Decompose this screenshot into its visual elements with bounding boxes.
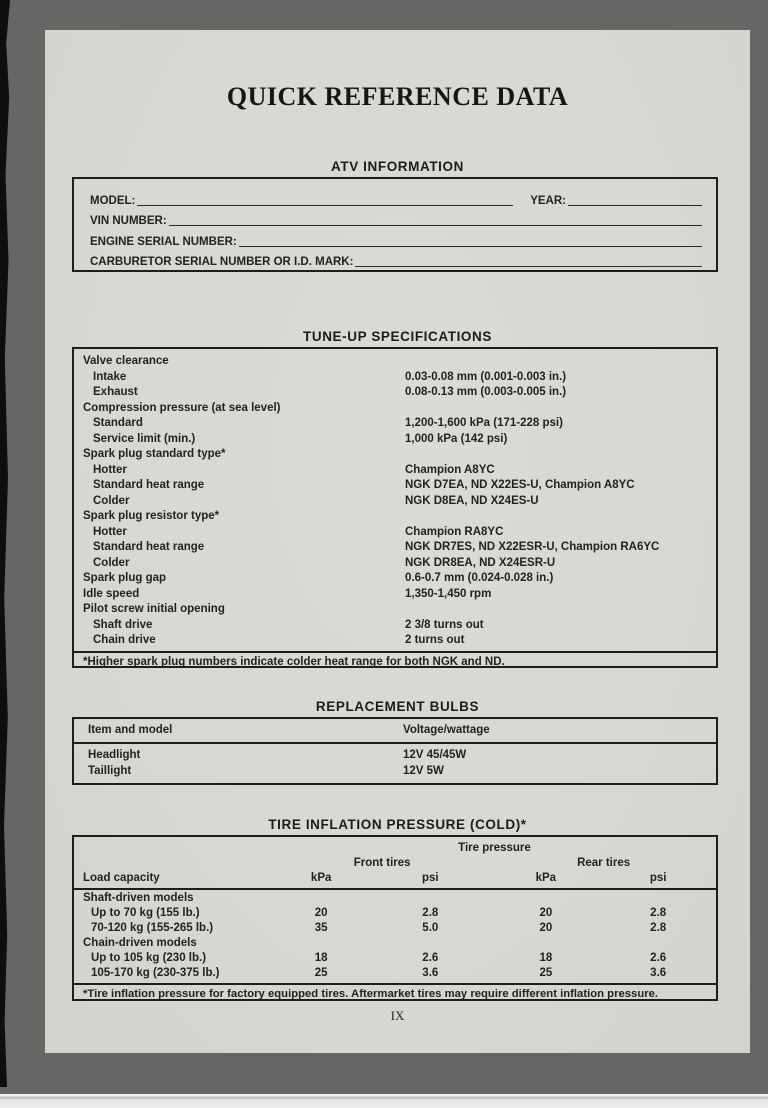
spec-label: Spark plug gap bbox=[83, 572, 167, 584]
row-label: 70-120 kg (155-265 lb.) bbox=[91, 922, 214, 934]
spec-row bbox=[74, 447, 716, 463]
spec-label: Compression pressure (at sea level) bbox=[83, 401, 281, 414]
spec-label: Exhaust bbox=[93, 386, 138, 398]
tire-pressure-label: Tire pressure bbox=[458, 842, 531, 854]
spec-value bbox=[405, 354, 716, 370]
tuneup-heading: TUNE-UP SPECIFICATIONS bbox=[303, 329, 492, 344]
tires-box bbox=[72, 835, 718, 1001]
table-row: Up to 105 kg (230 lb.) 18 2.6 18 2.6 bbox=[74, 951, 716, 966]
table-row: Up to 70 kg (155 lb.) 20 2.8 20 2.8 bbox=[74, 906, 716, 921]
model-year-row bbox=[90, 187, 702, 208]
spec-label: Standard heat range bbox=[93, 479, 205, 491]
spec-value bbox=[405, 447, 716, 463]
rear-kpa-label: kPa bbox=[535, 872, 557, 884]
spec-value bbox=[405, 509, 716, 525]
load-capacity-label: Load capacity bbox=[83, 872, 160, 884]
spec-row bbox=[74, 416, 716, 432]
spec-label: Standard heat range bbox=[93, 541, 205, 553]
bulb-value: 12V 45/45W bbox=[403, 749, 467, 761]
spec-value: 1,000 kPa (142 psi) bbox=[405, 432, 508, 445]
spec-row bbox=[74, 354, 716, 370]
vin-blank-line bbox=[169, 225, 702, 226]
model-label: MODEL: bbox=[90, 194, 136, 207]
spec-row bbox=[74, 385, 716, 401]
tires-table-header bbox=[74, 837, 716, 890]
table-surface-edge bbox=[0, 1094, 768, 1108]
spec-row bbox=[74, 478, 716, 494]
manual-page bbox=[45, 30, 750, 1053]
model-blank-line bbox=[137, 205, 513, 206]
spec-row bbox=[74, 602, 716, 618]
spec-value: 1,350-1,450 rpm bbox=[405, 587, 492, 600]
bulbs-col-item: Item and model bbox=[88, 724, 173, 736]
units-header-row bbox=[74, 871, 716, 886]
atv-info-heading: ATV INFORMATION bbox=[331, 159, 464, 174]
spec-value: NGK D8EA, ND X24ES-U bbox=[405, 494, 539, 507]
spec-label: Colder bbox=[93, 494, 130, 507]
spec-row bbox=[74, 463, 716, 479]
engine-serial-blank-line bbox=[239, 246, 702, 247]
spec-value: NGK DR7ES, ND X22ESR-U, Champion RA6YC bbox=[405, 541, 660, 553]
binding-edge bbox=[0, 0, 10, 1087]
tire-pressure-header-row bbox=[74, 841, 716, 856]
spec-row bbox=[74, 556, 716, 572]
bulbs-col-voltage: Voltage/wattage bbox=[403, 724, 490, 736]
spec-value: 0.03-0.08 mm (0.001-0.003 in.) bbox=[405, 370, 567, 383]
table-row: 70-120 kg (155-265 lb.) 35 5.0 20 2.8 bbox=[74, 921, 716, 936]
year-label: YEAR: bbox=[530, 194, 566, 207]
bulb-item: Taillight bbox=[88, 764, 132, 777]
spec-label: Pilot screw initial opening bbox=[83, 603, 225, 615]
spec-value: 2 3/8 turns out bbox=[405, 618, 484, 631]
spec-label: Hotter bbox=[93, 463, 127, 476]
tuneup-box bbox=[72, 347, 718, 668]
row-label: Up to 105 kg (230 lb.) bbox=[91, 952, 207, 964]
row-label: Up to 70 kg (155 lb.) bbox=[91, 907, 200, 919]
year-blank-line bbox=[568, 205, 702, 206]
spec-row bbox=[74, 618, 716, 634]
spec-label: Valve clearance bbox=[83, 355, 169, 367]
bulb-item: Headlight bbox=[88, 749, 141, 761]
front-kpa-label: kPa bbox=[310, 872, 332, 884]
spec-row bbox=[74, 401, 716, 417]
table-row-group bbox=[74, 891, 716, 906]
spec-row bbox=[74, 525, 716, 541]
row-label: Chain-driven models bbox=[83, 937, 197, 949]
front-psi-label: psi bbox=[421, 872, 439, 884]
carburetor-serial-row bbox=[90, 249, 702, 270]
spec-value bbox=[405, 602, 716, 618]
spec-row bbox=[74, 587, 716, 603]
vin-row bbox=[90, 208, 702, 229]
bulbs-box bbox=[72, 717, 718, 785]
tires-heading: TIRE INFLATION PRESSURE (COLD)* bbox=[268, 817, 527, 832]
front-tires-label: Front tires bbox=[353, 857, 411, 869]
spec-label: Shaft drive bbox=[93, 618, 153, 631]
spec-value: 0.08-0.13 mm (0.003-0.005 in.) bbox=[405, 386, 567, 398]
row-label: Shaft-driven models bbox=[83, 892, 194, 904]
spec-value: 1,200-1,600 kPa (171-228 psi) bbox=[405, 417, 563, 429]
bulbs-header-row bbox=[74, 719, 716, 744]
bulbs-rows bbox=[74, 744, 716, 779]
spec-label: Idle speed bbox=[83, 587, 140, 600]
spec-row bbox=[74, 432, 716, 448]
table-row: 105-170 kg (230-375 lb.) 25 3.6 25 3.6 bbox=[74, 966, 716, 981]
row-label: 105-170 kg (230-375 lb.) bbox=[91, 967, 220, 979]
tires-footnote: *Tire inflation pressure for factory equipped tires. Aftermarket tires may require different inflation pressure. bbox=[74, 983, 716, 1001]
tires-rows bbox=[74, 890, 716, 981]
spec-value: Champion RA8YC bbox=[405, 525, 504, 538]
spec-value: Champion A8YC bbox=[405, 463, 495, 476]
spec-row bbox=[74, 571, 716, 587]
spec-label: Colder bbox=[93, 556, 130, 569]
spec-value: 2 turns out bbox=[405, 634, 465, 646]
carburetor-serial-label: CARBURETOR SERIAL NUMBER OR I.D. MARK: bbox=[90, 256, 354, 268]
spec-label: Intake bbox=[93, 370, 127, 383]
atv-info-box bbox=[72, 177, 718, 272]
spec-row bbox=[74, 494, 716, 510]
page-title: QUICK REFERENCE DATA bbox=[226, 82, 569, 111]
bulb-value: 12V 5W bbox=[403, 764, 444, 777]
spec-label: Standard bbox=[93, 417, 143, 429]
bulbs-heading: REPLACEMENT BULBS bbox=[315, 699, 480, 714]
rear-psi-label: psi bbox=[649, 872, 667, 884]
engine-serial-row bbox=[90, 228, 702, 249]
spec-value bbox=[405, 401, 716, 417]
spec-value: NGK D7EA, ND X22ES-U, Champion A8YC bbox=[405, 479, 635, 491]
spec-label: Spark plug standard type* bbox=[83, 448, 226, 460]
table-row bbox=[74, 764, 716, 780]
spec-label: Spark plug resistor type* bbox=[83, 510, 220, 522]
rear-tires-label: Rear tires bbox=[577, 857, 631, 869]
table-row-group bbox=[74, 936, 716, 951]
spec-value: 0.6-0.7 mm (0.024-0.028 in.) bbox=[405, 572, 554, 584]
tuneup-footnote: *Higher spark plug numbers indicate colder heat range for both NGK and ND. bbox=[74, 651, 716, 669]
table-row bbox=[74, 748, 716, 764]
spec-row bbox=[74, 509, 716, 525]
spec-value: NGK DR8EA, ND X24ESR-U bbox=[405, 556, 556, 569]
spec-label: Service limit (min.) bbox=[93, 432, 196, 445]
spec-row bbox=[74, 633, 716, 649]
carburetor-serial-blank-line bbox=[355, 266, 702, 267]
front-rear-header-row bbox=[74, 856, 716, 871]
spec-row bbox=[74, 540, 716, 556]
vin-label: VIN NUMBER: bbox=[90, 215, 167, 227]
tuneup-rows bbox=[74, 349, 716, 649]
page-number: IX bbox=[390, 1008, 405, 1023]
spec-label: Chain drive bbox=[93, 634, 156, 646]
spec-row bbox=[74, 370, 716, 386]
spec-label: Hotter bbox=[93, 525, 127, 538]
engine-serial-label: ENGINE SERIAL NUMBER: bbox=[90, 235, 237, 248]
